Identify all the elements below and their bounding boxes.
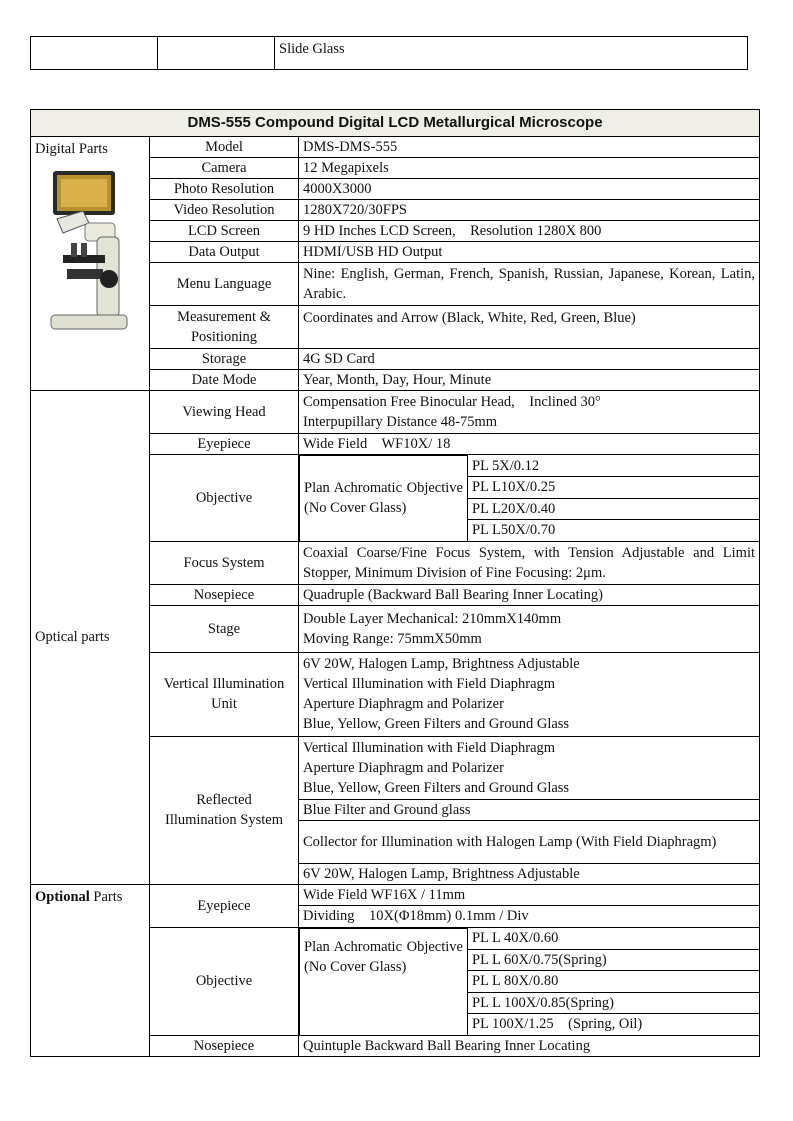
value-line: Dividing 10X(Φ18mm) 0.1mm / Div <box>303 908 529 924</box>
label-lcd-screen: LCD Screen <box>150 221 299 242</box>
top-row <box>31 37 748 70</box>
microscope-image <box>43 167 131 337</box>
value-lcd-screen: 9 HD Inches LCD Screen, Resolution 1280X 800 <box>299 221 760 242</box>
objective-item: PL L 80X/0.80 <box>468 971 760 993</box>
value-menu-language: Nine: English, German, French, Spanish, Russian, Japanese, Korean, Latin, Arabic. <box>299 263 760 306</box>
value-model: DMS-DMS-555 <box>299 137 760 158</box>
table-title: DMS-555 Compound Digital LCD Metallurgical Microscope <box>31 110 760 137</box>
label-reflected-illumination <box>150 736 299 884</box>
label-focus-system: Focus System <box>150 541 299 584</box>
value-photo-resolution: 4000X3000 <box>299 179 760 200</box>
value-line: Wide Field WF16X / 11mm <box>299 885 759 907</box>
value-camera: 12 Megapixels <box>299 158 760 179</box>
label-line: Positioning <box>190 329 258 345</box>
label-vertical-illumination <box>150 652 299 736</box>
value-line: Vertical Illumination with Field Diaphragm <box>303 676 556 692</box>
title-row <box>31 110 760 137</box>
label-line: Vertical Illumination <box>163 676 285 692</box>
objective-desc <box>300 456 468 541</box>
value-reflected-block-2: Blue Filter and Ground glass <box>299 799 760 820</box>
objective-item: PL L20X/0.40 <box>468 498 760 520</box>
label-menu-language: Menu Language <box>150 263 299 306</box>
objective-item: PL L 40X/0.60 <box>468 928 760 949</box>
label-photo-resolution: Photo Resolution <box>150 179 299 200</box>
value-storage: 4G SD Card <box>299 349 760 370</box>
section-label-rest: Parts <box>89 888 123 905</box>
value-line: 6V 20W, Halogen Lamp, Brightness Adjustable <box>303 656 580 672</box>
label-line: Reflected <box>196 792 252 808</box>
spec-table <box>30 109 760 1057</box>
value-line: Vertical Illumination with Field Diaphragm <box>303 739 556 756</box>
label-model: Model <box>150 137 299 158</box>
value-reflected-block-4: 6V 20W, Halogen Lamp, Brightness Adjustable <box>299 863 760 884</box>
value-line: Double Layer Mechanical: 210mmX140mm <box>303 610 562 627</box>
label-data-output: Data Output <box>150 242 299 263</box>
top-partial-table <box>30 36 748 70</box>
label-objective: Objective <box>150 455 299 542</box>
objective-item: PL 100X/1.25 (Spring, Oil) <box>472 1016 643 1033</box>
optional-objective-detail <box>299 927 760 1035</box>
top-cell-slide-glass: Slide Glass <box>275 37 748 70</box>
label-line: Illumination System <box>164 812 283 828</box>
optional-objective-desc: Plan Achromatic Objective (No Cover Glass) <box>300 928 468 1035</box>
objective-detail <box>299 455 760 542</box>
top-cell-1 <box>31 37 158 70</box>
value-date-mode: Year, Month, Day, Hour, Minute <box>299 370 760 391</box>
section-label-bold: Optional <box>35 888 90 905</box>
label-viewing-head: Viewing Head <box>150 391 299 434</box>
label-measurement-positioning <box>150 306 299 349</box>
label-optional-nosepiece: Nosepiece <box>150 1035 299 1056</box>
value-video-resolution: 1280X720/30FPS <box>299 200 760 221</box>
section-optical-parts: Optical parts <box>31 391 150 885</box>
value-stage <box>299 605 760 652</box>
label-optional-eyepiece: Eyepiece <box>150 884 299 927</box>
objective-item: PL L10X/0.25 <box>468 477 760 499</box>
value-data-output: HDMI/USB HD Output <box>299 242 760 263</box>
top-cell-2 <box>158 37 275 70</box>
value-line: Aperture Diaphragm and Polarizer <box>303 696 504 712</box>
objective-item: PL L 100X/0.85(Spring) <box>468 992 760 1014</box>
objective-desc-line: Plan Achromatic Objective <box>304 480 463 497</box>
label-camera: Camera <box>150 158 299 179</box>
section-digital-parts <box>31 137 150 391</box>
value-reflected-block-1 <box>299 736 760 799</box>
value-line: Compensation Free Binocular Head, Inclined 30° <box>303 394 601 410</box>
label-stage: Stage <box>150 605 299 652</box>
value-nosepiece: Quadruple (Backward Ball Bearing Inner Locating) <box>299 584 760 605</box>
value-line: Aperture Diaphragm and Polarizer <box>303 759 504 776</box>
label-optional-objective: Objective <box>150 927 299 1035</box>
label-video-resolution: Video Resolution <box>150 200 299 221</box>
label-eyepiece: Eyepiece <box>150 434 299 455</box>
objective-item: PL L50X/0.70 <box>472 522 556 539</box>
value-line: Blue, Yellow, Green Filters and Ground Glass <box>303 779 570 796</box>
value-measurement-positioning: Coordinates and Arrow (Black, White, Red, Green, Blue) <box>299 306 760 349</box>
value-eyepiece: Wide Field WF10X/ 18 <box>299 434 760 455</box>
label-line: Measurement & <box>177 309 271 325</box>
section-optional-parts <box>31 884 150 1056</box>
value-reflected-block-3: Collector for Illumination with Halogen Lamp (With Field Diaphragm) <box>299 820 760 863</box>
label-date-mode: Date Mode <box>150 370 299 391</box>
objective-subtable <box>299 455 759 541</box>
label-nosepiece: Nosepiece <box>150 584 299 605</box>
section-label: Digital Parts <box>35 141 108 157</box>
value-line: Blue, Yellow, Green Filters and Ground Glass <box>303 716 570 732</box>
objective-desc-line: (No Cover Glass) <box>304 500 407 517</box>
value-vertical-illumination <box>299 652 760 736</box>
value-line: Moving Range: 75mmX50mm <box>303 630 482 647</box>
value-optional-nosepiece: Quintuple Backward Ball Bearing Inner Locating <box>299 1035 760 1056</box>
objective-item: PL L 60X/0.75(Spring) <box>468 949 760 971</box>
value-viewing-head <box>299 391 760 434</box>
value-optional-eyepiece <box>299 884 760 927</box>
label-storage: Storage <box>150 349 299 370</box>
value-line: Interpupillary Distance 48-75mm <box>303 414 498 430</box>
label-line: Unit <box>211 696 237 712</box>
value-focus-system: Coaxial Coarse/Fine Focus System, with Tension Adjustable and Limit Stopper, Minimum Division of Fine Focusing: 2μm. <box>299 541 760 584</box>
optional-objective-subtable <box>299 928 759 1035</box>
objective-item: PL 5X/0.12 <box>468 456 760 477</box>
